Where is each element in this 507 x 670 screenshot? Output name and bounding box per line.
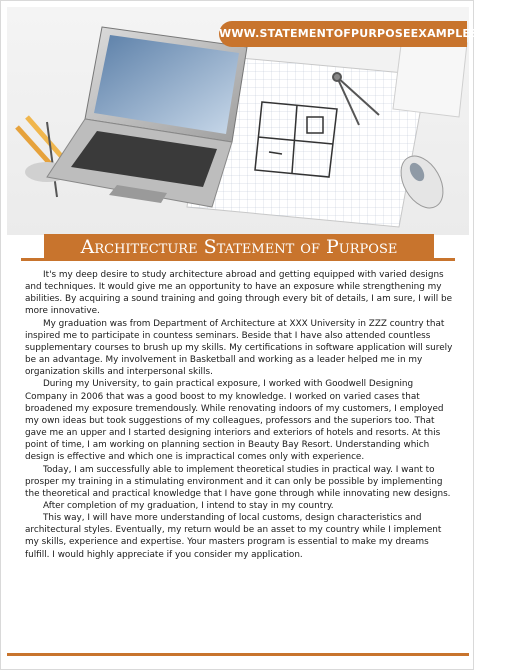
paragraph: My graduation was from Department of Architecture at XXX University in ZZZ country that inspired me to participate in countess seminars. Beside that I have also attended countless supplementary courses to brush up my skills. My certifications in software application will surely be an advantage. My involvement in Basketball and working as a leader helped me in my organization skills and interpersonal skills. <box>25 318 453 378</box>
website-url-badge: WWW.STATEMENTOFPURPOSEEXAMPLES.NET <box>219 21 467 47</box>
paragraph: During my University, to gain practical exposure, I worked with Goodwell Designing Company in 2006 that was a good boost to my knowledge. I worked on varied cases that broadened my exposure tremendously. While renovating indoors of my customers, I employed my own ideas but took suggestions of my colleagues, professors and the superiors too. That gave me an upper and I started designing interiors and exteriors of hotels and resorts. At this point of time, I am working on planning section in Beauty Bay Resort. Understanding which design is effective and which one is impractical comes only with experience. <box>25 379 444 463</box>
hero-illustration <box>7 7 507 235</box>
footer-rule <box>7 653 469 656</box>
paragraph: It's my deep desire to study architecture abroad and getting equipped with varied designs and techniques. It would give me an opportunity to have an exposure while strengthening my abilities. By acquiring a sound training and going through every bit of details, I am sure, I will be more innovative. <box>25 270 453 317</box>
paragraph: Today, I am successfully able to implement theoretical studies in practical way. I want to prosper my training in a stimulating environment and it can only be possible by implementing the theoretical and practical knowledge that I have gone through while innovating new designs. <box>25 464 451 499</box>
statement-body <box>25 269 453 561</box>
paragraph: This way, I will have more understanding of local customs, design characteristics and architectural styles. Eventually, my return would be an asset to my country while I implement my skills, experience and expertise. Your masters program is essential to make my dreams fulfill. I would highly appreciate if you consider my application. <box>25 513 442 560</box>
title-underline <box>21 258 455 261</box>
page-title: Architecture Statement of Purpose <box>44 234 434 261</box>
laptop-icon <box>47 27 247 207</box>
paragraph: After completion of my graduation, I intend to stay in my country. <box>43 500 334 511</box>
